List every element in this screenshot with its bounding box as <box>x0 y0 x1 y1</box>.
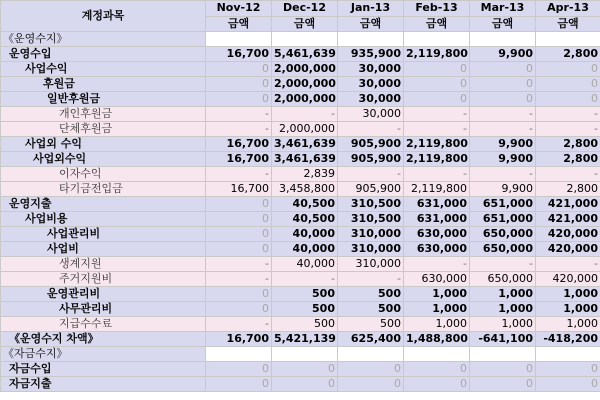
amount-cell <box>272 32 338 47</box>
amount-cell: - <box>404 107 470 122</box>
amount-cell: 0 <box>404 62 470 77</box>
amount-cell: 0 <box>536 77 600 92</box>
amount-cell: 0 <box>536 62 600 77</box>
amount-cell: 30,000 <box>338 62 404 77</box>
amount-cell <box>338 32 404 47</box>
amount-cell: - <box>272 107 338 122</box>
account-label: 자금수입 <box>1 362 206 377</box>
amount-cell: 3,461,639 <box>272 152 338 167</box>
amount-cell: 30,000 <box>338 92 404 107</box>
table-row <box>1 47 600 62</box>
amount-cell: - <box>470 257 536 272</box>
account-label: 사업관리비 <box>1 227 206 242</box>
amount-cell: 0 <box>470 92 536 107</box>
amount-cell: 905,900 <box>338 152 404 167</box>
amount-cell: - <box>338 122 404 137</box>
amount-cell: 0 <box>470 62 536 77</box>
amount-cell: 9,900 <box>470 137 536 152</box>
amount-cell: 421,000 <box>536 197 600 212</box>
amount-cell <box>404 32 470 47</box>
table-row <box>1 77 600 92</box>
amount-cell: 0 <box>272 362 338 377</box>
table-row <box>1 182 600 197</box>
account-label: 운영관리비 <box>1 287 206 302</box>
table-row <box>1 62 600 77</box>
amount-cell <box>536 32 600 47</box>
amount-cell: 630,000 <box>404 227 470 242</box>
amount-cell: -641,100 <box>470 332 536 347</box>
account-label: 사업비용 <box>1 212 206 227</box>
table-row <box>1 122 600 137</box>
amount-cell: 500 <box>272 302 338 317</box>
amount-subheader: 금액 <box>338 16 404 32</box>
amount-cell: 500 <box>272 317 338 332</box>
amount-cell: 0 <box>338 377 404 392</box>
amount-cell: 630,000 <box>404 272 470 287</box>
amount-cell: 0 <box>338 362 404 377</box>
amount-cell: - <box>206 167 272 182</box>
account-label: 일반후원금 <box>1 92 206 107</box>
amount-cell: 0 <box>206 362 272 377</box>
month-header: Dec-12 <box>272 1 338 17</box>
table-row <box>1 377 600 392</box>
amount-cell: 1,000 <box>536 317 600 332</box>
account-label: 단체후원금 <box>1 122 206 137</box>
amount-cell: 40,000 <box>272 242 338 257</box>
amount-cell: 421,000 <box>536 212 600 227</box>
amount-cell: 935,900 <box>338 47 404 62</box>
amount-cell: 0 <box>470 77 536 92</box>
account-label: 운영지출 <box>1 197 206 212</box>
month-header: Feb-13 <box>404 1 470 17</box>
amount-cell: 310,000 <box>338 242 404 257</box>
amount-cell: 631,000 <box>404 212 470 227</box>
amount-cell: - <box>404 122 470 137</box>
table-row <box>1 317 600 332</box>
amount-cell: - <box>206 107 272 122</box>
table-row <box>1 287 600 302</box>
amount-cell: 9,900 <box>470 182 536 197</box>
amount-cell <box>206 32 272 47</box>
amount-cell: - <box>206 257 272 272</box>
amount-cell: 420,000 <box>536 227 600 242</box>
amount-cell: 3,461,639 <box>272 137 338 152</box>
amount-cell: - <box>272 272 338 287</box>
amount-cell: - <box>206 317 272 332</box>
amount-cell: 0 <box>206 302 272 317</box>
month-header: Jan-13 <box>338 1 404 17</box>
amount-cell: 0 <box>404 377 470 392</box>
amount-cell: 500 <box>338 317 404 332</box>
table-row <box>1 152 600 167</box>
amount-cell: 0 <box>206 62 272 77</box>
table-row <box>1 272 600 287</box>
amount-cell: 310,000 <box>338 227 404 242</box>
account-label: 《자금수지》 <box>1 347 206 362</box>
amount-cell: 650,000 <box>470 242 536 257</box>
amount-cell: 0 <box>470 362 536 377</box>
amount-cell: 0 <box>206 77 272 92</box>
table-row <box>1 32 600 47</box>
table-row <box>1 227 600 242</box>
account-label: 주거지원비 <box>1 272 206 287</box>
amount-cell <box>470 347 536 362</box>
amount-cell <box>404 347 470 362</box>
amount-cell: 500 <box>338 287 404 302</box>
account-label: 개인후원금 <box>1 107 206 122</box>
amount-cell: 630,000 <box>404 242 470 257</box>
account-header: 계정과목 <box>1 1 206 32</box>
amount-subheader: 금액 <box>272 16 338 32</box>
amount-cell: 2,000,000 <box>272 92 338 107</box>
amount-cell: - <box>470 107 536 122</box>
table-row <box>1 242 600 257</box>
amount-subheader: 금액 <box>404 16 470 32</box>
table-row <box>1 197 600 212</box>
amount-cell: 2,800 <box>536 47 600 62</box>
amount-cell: 1,000 <box>404 302 470 317</box>
amount-cell: 2,119,800 <box>404 152 470 167</box>
amount-cell <box>338 347 404 362</box>
amount-cell: 5,461,639 <box>272 47 338 62</box>
amount-cell: 0 <box>404 92 470 107</box>
amount-cell: 420,000 <box>536 242 600 257</box>
amount-cell: 0 <box>404 362 470 377</box>
amount-cell: 631,000 <box>404 197 470 212</box>
amount-cell: 650,000 <box>470 227 536 242</box>
amount-cell: 40,000 <box>272 227 338 242</box>
amount-cell: - <box>206 272 272 287</box>
amount-cell <box>272 347 338 362</box>
account-label: 후원금 <box>1 77 206 92</box>
amount-cell: 1,000 <box>404 317 470 332</box>
table-row <box>1 212 600 227</box>
amount-cell: 500 <box>272 287 338 302</box>
amount-cell <box>536 347 600 362</box>
amount-cell: 16,700 <box>206 182 272 197</box>
table-row <box>1 347 600 362</box>
account-label: 사업수익 <box>1 62 206 77</box>
amount-cell: 1,000 <box>536 302 600 317</box>
account-label: 사업외 수익 <box>1 137 206 152</box>
amount-cell: 0 <box>206 197 272 212</box>
amount-cell: 30,000 <box>338 107 404 122</box>
amount-cell: 30,000 <box>338 77 404 92</box>
account-label: 생계지원 <box>1 257 206 272</box>
amount-cell: 651,000 <box>470 197 536 212</box>
amount-cell: 0 <box>536 377 600 392</box>
amount-cell: - <box>470 122 536 137</box>
account-label: 《운영수지》 <box>1 32 206 47</box>
amount-cell: - <box>536 167 600 182</box>
amount-cell: 5,421,139 <box>272 332 338 347</box>
month-header: Apr-13 <box>536 1 600 17</box>
amount-cell: 16,700 <box>206 332 272 347</box>
amount-cell: 2,800 <box>536 137 600 152</box>
amount-cell: - <box>338 167 404 182</box>
amount-cell: - <box>338 272 404 287</box>
amount-cell: 2,119,800 <box>404 47 470 62</box>
amount-cell: 905,900 <box>338 182 404 197</box>
amount-cell: 2,119,800 <box>404 137 470 152</box>
amount-cell: 1,000 <box>536 287 600 302</box>
amount-cell: 16,700 <box>206 152 272 167</box>
amount-cell: 0 <box>206 92 272 107</box>
amount-cell: 0 <box>272 377 338 392</box>
amount-cell: 625,400 <box>338 332 404 347</box>
amount-cell: 40,500 <box>272 212 338 227</box>
amount-cell: 651,000 <box>470 212 536 227</box>
amount-cell: 1,000 <box>470 302 536 317</box>
table-row <box>1 107 600 122</box>
amount-cell: 3,458,800 <box>272 182 338 197</box>
account-label: 《운영수지 차액》 <box>1 332 206 347</box>
amount-cell: 40,000 <box>272 257 338 272</box>
account-label: 사업비 <box>1 242 206 257</box>
amount-cell: 0 <box>206 242 272 257</box>
account-label: 타기금전입금 <box>1 182 206 197</box>
amount-cell: 2,119,800 <box>404 182 470 197</box>
amount-cell: 0 <box>206 287 272 302</box>
month-header: Nov-12 <box>206 1 272 17</box>
amount-cell: 1,488,800 <box>404 332 470 347</box>
amount-cell: 1,000 <box>470 317 536 332</box>
amount-cell: 420,000 <box>536 272 600 287</box>
amount-cell: 1,000 <box>470 287 536 302</box>
account-label: 자금지출 <box>1 377 206 392</box>
amount-cell: - <box>404 257 470 272</box>
amount-cell: 310,000 <box>338 257 404 272</box>
amount-cell: 9,900 <box>470 152 536 167</box>
month-header: Mar-13 <box>470 1 536 17</box>
amount-cell: 2,800 <box>536 152 600 167</box>
account-label: 사무관리비 <box>1 302 206 317</box>
amount-cell: - <box>536 122 600 137</box>
amount-cell: 16,700 <box>206 137 272 152</box>
amount-cell: - <box>536 107 600 122</box>
amount-cell: - <box>536 257 600 272</box>
amount-cell: 650,000 <box>470 272 536 287</box>
amount-cell: 905,900 <box>338 137 404 152</box>
amount-subheader: 금액 <box>206 16 272 32</box>
account-label: 운영수입 <box>1 47 206 62</box>
table-row <box>1 362 600 377</box>
amount-cell: 500 <box>338 302 404 317</box>
amount-cell: 2,800 <box>536 182 600 197</box>
table-body <box>1 32 600 392</box>
amount-cell <box>470 32 536 47</box>
amount-cell: 310,500 <box>338 197 404 212</box>
amount-cell: - <box>206 122 272 137</box>
amount-cell: 40,500 <box>272 197 338 212</box>
amount-cell: - <box>404 167 470 182</box>
table-row <box>1 302 600 317</box>
table-header <box>1 1 600 32</box>
amount-cell: 0 <box>404 77 470 92</box>
amount-cell: 310,500 <box>338 212 404 227</box>
amount-cell: 0 <box>206 227 272 242</box>
amount-cell: 1,000 <box>404 287 470 302</box>
amount-cell: -418,200 <box>536 332 600 347</box>
table-row <box>1 167 600 182</box>
amount-cell: 2,000,000 <box>272 62 338 77</box>
amount-cell <box>206 347 272 362</box>
amount-cell: 2,839 <box>272 167 338 182</box>
table-row <box>1 137 600 152</box>
amount-cell: 0 <box>536 92 600 107</box>
account-label: 사업외수익 <box>1 152 206 167</box>
amount-cell: 16,700 <box>206 47 272 62</box>
amount-cell: 0 <box>470 377 536 392</box>
amount-cell: 0 <box>536 362 600 377</box>
amount-cell: 9,900 <box>470 47 536 62</box>
amount-subheader: 금액 <box>470 16 536 32</box>
amount-cell: 2,000,000 <box>272 77 338 92</box>
amount-cell: 2,000,000 <box>272 122 338 137</box>
amount-cell: 0 <box>206 377 272 392</box>
table-row <box>1 257 600 272</box>
amount-subheader: 금액 <box>536 16 600 32</box>
account-label: 이자수익 <box>1 167 206 182</box>
amount-cell: 0 <box>206 212 272 227</box>
account-label: 지급수수료 <box>1 317 206 332</box>
amount-cell: - <box>470 167 536 182</box>
table-row <box>1 332 600 347</box>
table-row <box>1 92 600 107</box>
